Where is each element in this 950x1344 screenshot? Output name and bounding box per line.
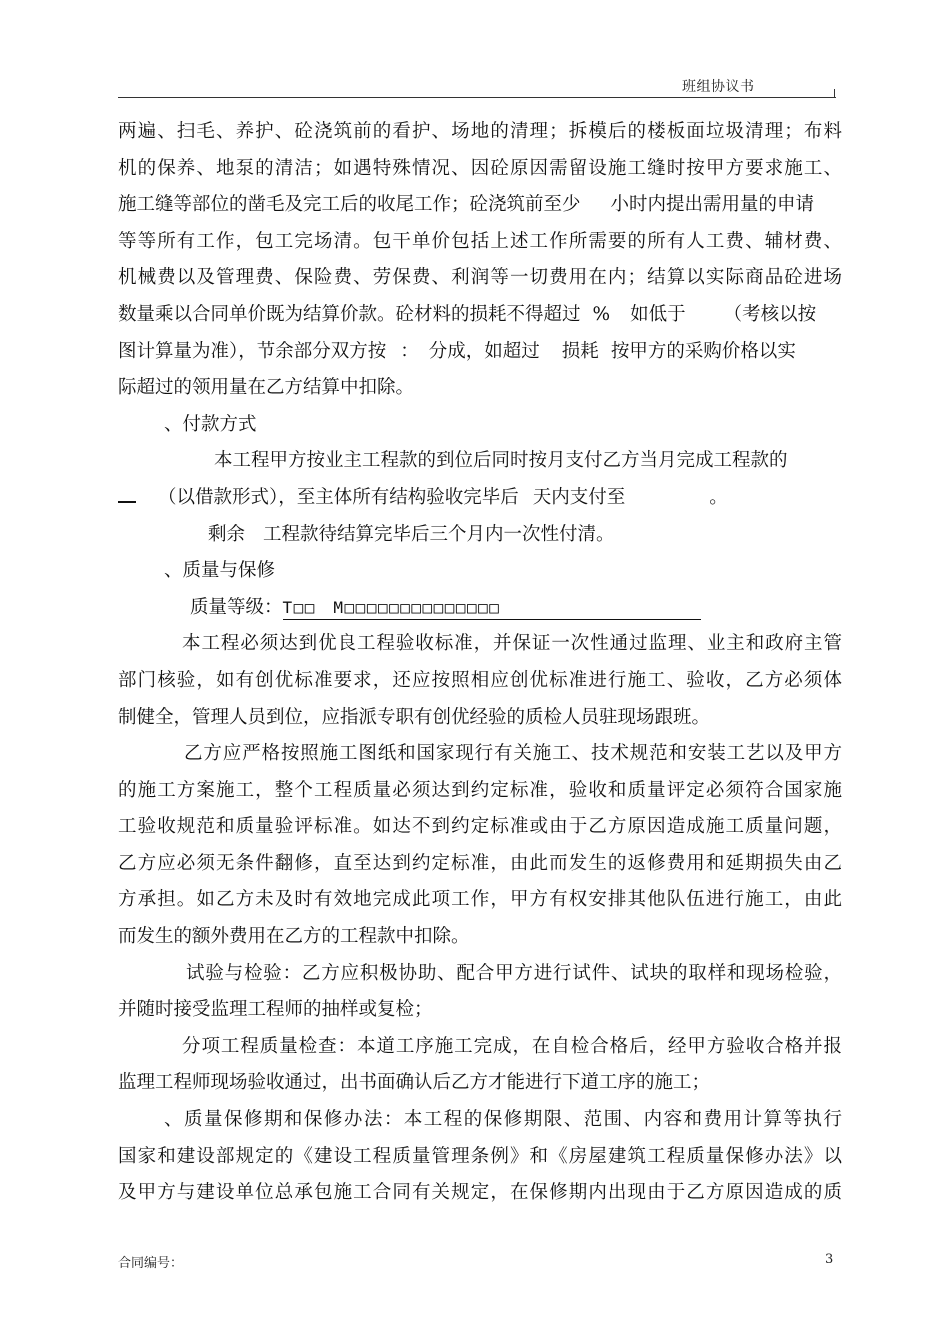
text-fragment: 如低于 — [630, 303, 686, 325]
paragraph-line — [118, 334, 842, 371]
quality-grade-label: 质量等级： — [190, 596, 283, 618]
text-fragment: 施工缝等部位的凿毛及完工后的收尾工作；砼浇筑前至少 — [118, 194, 581, 216]
text-fragment: 图计算量为准），节余部分双方按 — [118, 340, 387, 362]
paragraph-line: 两遍、扫毛、养护、砼浇筑前的看护、场地的清理；拆模后的楼板面垃圾清理；布料 — [118, 121, 842, 142]
paragraph-line: 分项工程质量检查：本道工序施工完成，在自检合格后，经甲方验收合格并报 — [182, 1035, 842, 1057]
paragraph-line: 机械费以及管理费、保险费、劳保费、利润等一切费用在内；结算以实际商品砼进场 — [118, 267, 842, 289]
header-rule — [118, 97, 836, 98]
paragraph-line: 本工程必须达到优良工程验收标准，并保证一次性通过监理、业主和政府主管 — [182, 633, 842, 655]
section-heading-quality — [118, 553, 842, 590]
text-fragment: 工程款待结算完毕后三个月内一次性付清。 — [263, 523, 615, 545]
header-title: 班组协议书 — [682, 79, 755, 95]
percent-sign: % — [592, 303, 611, 325]
quality-grade-value: T□□ M□□□□□□□□□□□□□□ — [283, 597, 701, 620]
text-fragment: 本工程甲方按业主工程款的到位后同时按月支付乙方当月完成工程款的 — [214, 450, 788, 472]
text-fragment: 按甲方的采购价格以实 — [610, 340, 796, 362]
text-fragment: 剩余 — [208, 523, 246, 545]
paragraph-line: 试验与检验：乙方应积极协助、配合甲方进行试件、试块的取样和现场检验， — [186, 962, 842, 984]
text-fragment: 分成，如超过 — [428, 340, 540, 362]
paragraph-line: 工验收规范和质量验评标准。如达不到约定标准或由于乙方原因造成施工质量问题， — [118, 816, 842, 838]
paragraph-line — [118, 480, 842, 517]
paragraph-line: 乙方应严格按照施工图纸和国家现行有关施工、技术规范和安装工艺以及甲方 — [184, 743, 842, 765]
section-heading-text: 、付款方式 — [164, 413, 257, 435]
paragraph-line: 并随时接受监理工程师的抽样或复检； — [118, 999, 433, 1021]
contract-number-label: 合同编号： — [118, 1256, 184, 1271]
paragraph-line: 部门核验，如有创优标准要求，还应按照相应创优标准进行施工、验收，乙方必须体 — [118, 669, 842, 691]
paragraph-line: 方承担。如乙方未及时有效地完成此项工作，甲方有权安排其他队伍进行施工，由此 — [118, 889, 842, 911]
paragraph-line — [118, 443, 842, 480]
section-heading-payment — [118, 407, 842, 444]
quality-grade-line — [118, 590, 842, 627]
blank-underline — [118, 487, 136, 503]
text-fragment: 。 — [709, 486, 728, 508]
section-heading-text: 、质量与保修 — [164, 560, 276, 582]
text-fragment: 天内支付至 — [532, 486, 626, 508]
text-fragment: 损耗 — [561, 340, 599, 362]
paragraph-line — [118, 187, 842, 224]
header-rule-tick — [834, 89, 835, 98]
paragraph-line: 的施工方案施工，整个工程质量必须达到约定标准，验收和质量评定必须符合国家施 — [118, 779, 842, 801]
paragraph-line: 、质量保修期和保修办法：本工程的保修期限、范围、内容和费用计算等执行 — [164, 1109, 842, 1131]
paragraph-line: 及甲方与建设单位总承包施工合同有关规定，在保修期内出现由于乙方原因造成的质 — [118, 1182, 842, 1204]
text-fragment: （以借款形式），至主体所有结构验收完毕后 — [158, 486, 519, 508]
text-fragment: （考核以按 — [723, 303, 817, 325]
document-body — [118, 114, 842, 1212]
paragraph-line: 而发生的额外费用在乙方的工程款中扣除。 — [118, 926, 470, 948]
paragraph-line — [118, 297, 842, 334]
page-number: 3 — [825, 1252, 834, 1267]
paragraph-line: 等等所有工作，包工完场清。包干单价包括上述工作所需要的所有人工费、辅材费、 — [118, 230, 842, 252]
paragraph-line: 制健全，管理人员到位，应指派专职有创优经验的质检人员驻现场跟班。 — [118, 706, 711, 728]
ratio-colon: ： — [400, 340, 419, 362]
paragraph-line: 国家和建设部规定的《建设工程质量管理条例》和《房屋建筑工程质量保修办法》以 — [118, 1145, 842, 1167]
text-fragment: 数量乘以合同单价既为结算价款。砼材料的损耗不得超过 — [118, 303, 581, 325]
text-fragment: 小时内提出需用量的申请 — [610, 194, 815, 216]
paragraph-line: 机的保养、地泵的清洁；如遇特殊情况、因砼原因需留设施工缝时按甲方要求施工、 — [118, 157, 842, 179]
paragraph-line: 乙方应必须无条件翻修，直至达到约定标准，由此而发生的返修费用和延期损失由乙 — [118, 852, 842, 874]
paragraph-line — [118, 517, 842, 554]
paragraph-line: 监理工程师现场验收通过，出书面确认后乙方才能进行下道工序的施工； — [118, 1072, 711, 1094]
paragraph-line: 际超过的领用量在乙方结算中扣除。 — [118, 377, 415, 399]
